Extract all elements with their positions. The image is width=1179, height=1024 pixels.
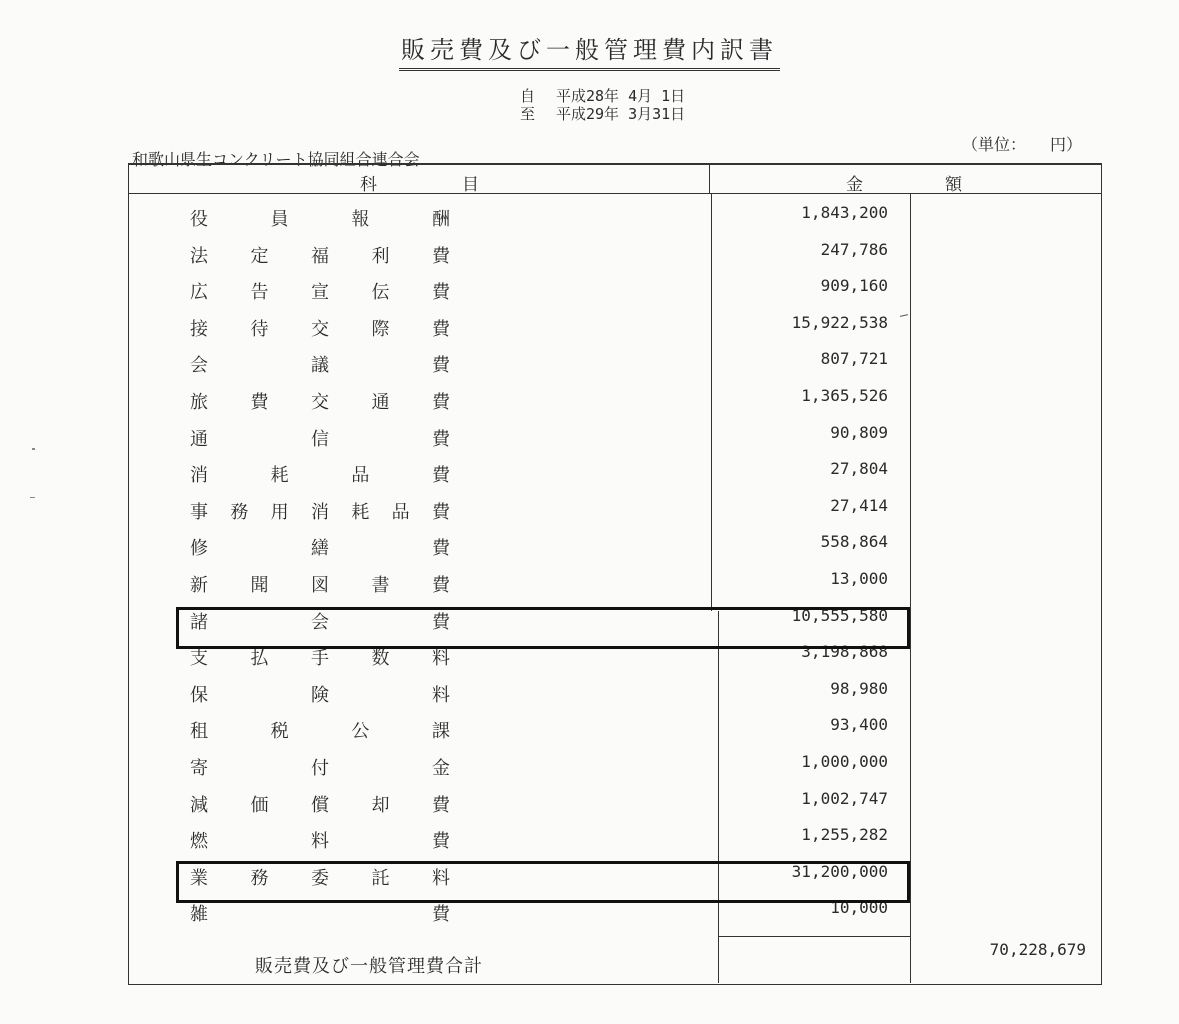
account-name-char: 費 [432, 245, 450, 267]
account-name-char: 耗 [351, 501, 370, 523]
table-row [0, 311, 1179, 341]
account-name-char: 保 [190, 684, 208, 706]
account-name [190, 278, 450, 304]
amount-value: 10,000 [830, 898, 888, 918]
amount-value: 27,414 [830, 495, 888, 515]
account-name-char: 償 [311, 794, 329, 816]
table-row [0, 750, 1179, 780]
account-name-char: 広 [190, 282, 208, 304]
scan-speck [32, 448, 35, 450]
account-name-char: 書 [371, 575, 390, 596]
account-name-char: 険 [311, 684, 329, 706]
account-name-char: 雑 [190, 904, 208, 926]
account-name-char: 却 [371, 794, 390, 816]
account-name-char: 減 [190, 794, 208, 816]
table-row [0, 823, 1179, 853]
amount-value: 1,365,526 [801, 386, 888, 405]
account-name [190, 754, 450, 780]
table-row [0, 567, 1179, 597]
account-name-char: 利 [371, 245, 390, 267]
header-amount-char-1: 金 [846, 175, 863, 195]
account-name-char: 務 [230, 501, 249, 523]
account-name-char: 委 [311, 867, 329, 889]
table-row [0, 787, 1179, 817]
account-name-char: 際 [371, 318, 390, 340]
amount-value: 558,864 [820, 532, 888, 552]
amount-value: 1,843,200 [801, 203, 888, 222]
total-amount: 70,228,679 [989, 940, 1086, 959]
account-name-char: 旅 [190, 392, 208, 413]
amount-value: 1,000,000 [801, 752, 888, 771]
account-name-char: 宣 [311, 282, 329, 304]
account-name-char: 消 [311, 501, 329, 523]
account-name-char: 交 [311, 318, 329, 340]
account-name-char: 費 [250, 392, 269, 413]
account-name [190, 791, 450, 817]
account-name-char: 員 [270, 209, 289, 230]
account-name-char: 伝 [371, 282, 390, 304]
amount-value: 1,255,282 [801, 825, 888, 845]
account-name-char: 数 [371, 648, 390, 670]
account-name-char: 費 [432, 428, 450, 450]
account-name-char: 通 [190, 428, 208, 450]
table-row [0, 713, 1179, 743]
account-name-char: 払 [250, 648, 269, 670]
account-name-char: 支 [190, 648, 208, 670]
account-name-char: 用 [270, 501, 289, 523]
amount-value: 807,721 [820, 349, 888, 369]
table-row [0, 457, 1179, 487]
account-name-char: 事 [190, 501, 208, 523]
account-name-char: 費 [432, 538, 450, 560]
account-name-char: 租 [190, 721, 208, 743]
header-amount-char-2: 額 [945, 175, 962, 195]
account-name-char: 手 [311, 648, 329, 670]
amount-value: 13,000 [830, 569, 888, 588]
table-row [0, 421, 1179, 451]
account-name-char: 議 [311, 355, 329, 377]
account-name-char: 図 [311, 575, 329, 596]
account-name-char: 務 [250, 867, 269, 889]
amount-value: 31,200,000 [791, 861, 888, 881]
account-name-char: 修 [190, 538, 208, 560]
period-to [520, 104, 685, 124]
account-name-char: 課 [432, 721, 450, 743]
account-name [190, 242, 450, 268]
subtotal-line [718, 936, 910, 937]
header-account-char-2: 目 [462, 175, 479, 195]
period-from-date: 平成28年 4月 1日 [556, 87, 686, 105]
table-row [0, 201, 1179, 231]
account-name-char: 寄 [190, 758, 208, 779]
account-name-char: 品 [351, 465, 370, 487]
period-from [520, 86, 685, 106]
account-name [190, 900, 450, 926]
account-name-char: 託 [371, 867, 390, 889]
account-name-char: 告 [250, 282, 269, 304]
account-name-char: 繕 [311, 538, 329, 560]
account-name-char: 定 [250, 245, 269, 267]
account-name-char: 料 [432, 684, 450, 706]
account-name [190, 571, 450, 597]
amount-value: 27,804 [830, 459, 888, 479]
account-name-char: 会 [311, 611, 329, 633]
account-name-char: 費 [432, 392, 450, 413]
account-name-char: 通 [371, 392, 390, 413]
account-name-char: 燃 [190, 831, 208, 853]
account-name-char: 費 [432, 794, 450, 816]
account-name [190, 351, 450, 377]
scan-speck [30, 497, 35, 498]
account-name-char: 費 [432, 575, 450, 596]
account-name-char: 消 [190, 465, 208, 487]
account-name [190, 205, 450, 231]
account-name-char: 費 [432, 904, 450, 926]
unit-label: （単位： 円） [962, 135, 1083, 154]
account-name-char: 待 [250, 318, 269, 340]
account-name-char: 耗 [270, 465, 289, 487]
account-name-char: 価 [250, 794, 269, 816]
period-to-date: 平成29年 3月31日 [556, 105, 686, 123]
highlight-box-gyomu-itakuryo [176, 861, 910, 903]
account-name-char: 費 [432, 611, 450, 633]
table-row [0, 530, 1179, 560]
account-name-char: 新 [190, 575, 208, 596]
account-name-char: 料 [311, 831, 329, 853]
table-row [0, 274, 1179, 304]
table-row [0, 677, 1179, 707]
account-name-char: 交 [311, 392, 329, 413]
account-name-char: 品 [391, 501, 410, 523]
account-name-char: 諸 [190, 611, 208, 633]
account-name-char: 会 [190, 355, 208, 377]
table-row [0, 384, 1179, 414]
amount-value: 247,786 [820, 239, 888, 259]
account-name-char: 報 [351, 209, 370, 230]
account-name-char: 費 [432, 831, 450, 853]
account-name-char: 費 [432, 501, 450, 523]
account-name-char: 福 [311, 245, 329, 267]
document-title: 販売費及び一般管理費内訳書 [0, 30, 1179, 71]
header-column-divider [709, 163, 710, 193]
period-to-label: 至 [520, 105, 536, 123]
account-name-char: 役 [190, 209, 208, 230]
account-name-char: 費 [432, 355, 450, 377]
account-name-char: 費 [432, 318, 450, 340]
company-name: 和歌山県生コンクリート協同組合連合会 [132, 150, 420, 169]
table-row [0, 494, 1179, 524]
header-account-char-1: 科 [360, 175, 377, 195]
account-name-char: 法 [190, 245, 208, 267]
account-name-char: 聞 [250, 575, 269, 596]
period-from-label: 自 [520, 87, 536, 105]
amount-value: 1,002,747 [801, 788, 888, 808]
amount-value: 3,198,868 [801, 642, 888, 662]
table-row [0, 347, 1179, 377]
account-name-char: 税 [270, 721, 289, 743]
account-name-char: 公 [351, 721, 370, 743]
amount-value: 90,809 [830, 422, 888, 442]
account-name-char: 費 [432, 465, 450, 487]
account-name-char: 料 [432, 648, 450, 670]
account-name-char: 信 [311, 428, 329, 450]
amount-value: 10,555,580 [791, 605, 888, 625]
total-label: 販売費及び一般管理費合計 [255, 956, 483, 977]
account-name [190, 498, 450, 524]
account-name-char: 費 [432, 282, 450, 304]
highlight-box-shokaihi [176, 607, 910, 649]
account-name-char: 金 [432, 758, 450, 779]
account-name-char: 業 [190, 867, 208, 889]
account-name [190, 534, 450, 560]
account-name [190, 425, 450, 451]
account-name-char: 接 [190, 318, 208, 340]
amount-value: 93,400 [830, 715, 888, 735]
amount-value: 15,922,538 [791, 312, 888, 332]
account-name-char: 料 [432, 867, 450, 889]
account-name [190, 681, 450, 707]
account-name [190, 461, 450, 487]
amount-value: 909,160 [820, 276, 888, 296]
account-name [190, 827, 450, 853]
account-name-char: 付 [311, 758, 329, 779]
table-row [0, 238, 1179, 268]
account-name [190, 315, 450, 341]
account-name [190, 717, 450, 743]
amount-value: 98,980 [830, 678, 888, 698]
account-name [190, 388, 450, 414]
account-name-char: 酬 [432, 209, 450, 230]
